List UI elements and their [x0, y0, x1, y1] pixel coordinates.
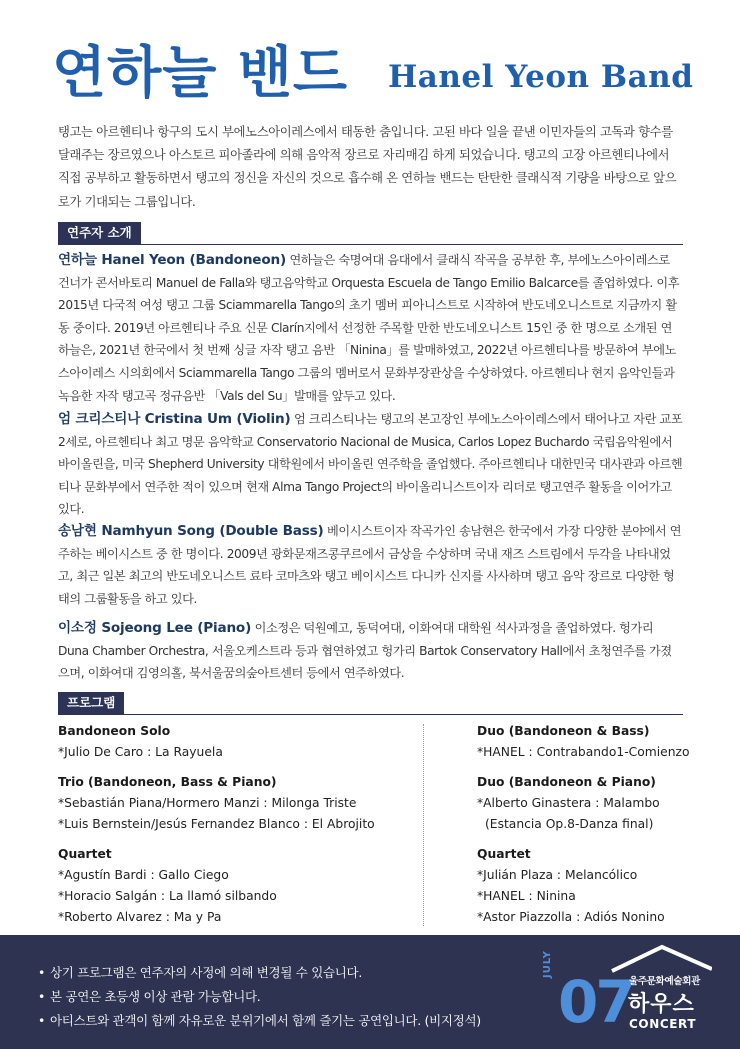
program-column-divider — [423, 724, 424, 926]
intro-paragraph: 탱고는 아르헨티나 항구의 도시 부에노스아이레스에서 태동한 춤입니다. 고된 바다 일을 끝낸 이민자들의 고독과 향수를 달래주는 장르였으나 아스토르 피아졸라에 의해 음악적 장르로 자리매김 하게 되었습니다. 탱고의 고장 아르헨티나에서 직접 공부하고 활동하면서 탱고의 정신을 자신의 것으로 흡수해 온 연하늘 밴드는 탄탄한 클래식적 기량을 바탕으로 앞으로가 기대되는 그룹입니다. — [58, 125, 677, 209]
performer-bio: 이소정은 덕원예고, 동덕여대, 이화여대 대학원 석사과정을 졸업하였다. 헝가리 Duna Chamber Orchestra, 서울오케스트라 등과 협연하였고 헝가리 Bartok Conservatory Hall에서 초청연주를 가졌으며, 이화여대 김영의홀, 북서울꿈의숲아트센터 등에서 연주하였다. — [58, 621, 672, 681]
performer-name: 연하늘 Hanel Yeon (Bandoneon) — [58, 252, 286, 268]
program-piece: *HANEL : Contrabando1-Comienzo — [477, 745, 690, 759]
footer-note-text: 본 공연은 초등생 이상 관람 가능합니다. — [50, 989, 261, 1004]
program-piece: *Astor Piazzolla : Adiós Nonino — [477, 910, 665, 924]
logo-concert: CONCERT — [629, 1017, 697, 1031]
program-piece: *Julián Plaza : Melancólico — [477, 868, 638, 882]
performer-namhyun-song — [58, 520, 683, 610]
program-piece: *Sebastián Piana/Hormero Manzi : Milonga Triste — [58, 796, 357, 810]
performer-hanel-yeon — [58, 249, 683, 407]
footer-note-text: 아티스트와 관객이 함께 자유로운 분위기에서 함께 즐기는 공연입니다. (비지정석) — [50, 1013, 481, 1028]
performer-name: 엄 크리스티나 Cristina Um (Violin) — [58, 411, 291, 427]
logo-house: 하우스 — [628, 992, 695, 1017]
house-concert-logo — [542, 943, 712, 1043]
bullet-icon: • — [38, 965, 46, 980]
program-group-title: Quartet — [58, 847, 112, 861]
program-group — [477, 844, 689, 928]
footer-notes — [38, 961, 481, 1033]
performer-bio: 연하늘은 숙명여대 음대에서 클래식 작곡을 공부한 후, 부에노스아이레스로 건너가 콘서바토리 Manuel de Falla와 탱고음악학교 Orquesta Escuela de Tango Emilio Balcarce를 졸업하였다. 이후 2015년 다국적 여성 탱고 그룹 Sciammarella Tango의 초기 멤버 피아니스트로 시작하여 반도네오니스트로 지금까지 활동 중이다. 2019년 아르헨티나 주요 신문 Clarín지에서 선정한 주목할 만한 반도네오니스트 15인 중 한 명으로 소개된 연하늘은, 2021년 한국에서 첫 번째 싱글 자작 탱고 음반 「Ninina」를 발매하였고, 2022년 아르헨티나를 방문하여 부에노스아이레스 시의회에서 Sciammarella Tango 그룹의 멤버로서 문화부장관상을 수상하였다. 아르헨티나 현지 음악인들과 녹음한 자작 탱고곡 정규음반 「Vals del Su」발매를 앞두고 있다. — [58, 253, 680, 403]
performers-section-label: 연주자 소개 — [58, 222, 141, 244]
program-piece: *Agustín Bardi : Gallo Ciego — [58, 868, 229, 882]
logo-number: 07 — [558, 968, 633, 1036]
program-piece: *Julio De Caro : La Rayuela — [58, 745, 223, 759]
program-piece: (Estancia Op.8-Danza final) — [485, 817, 654, 831]
bullet-icon: • — [38, 989, 46, 1004]
logo-month: JULY — [542, 950, 553, 978]
footer-note-text: 상기 프로그램은 연주자의 사정에 의해 변경될 수 있습니다. — [50, 965, 362, 980]
logo-org: 울주문화예술회관 — [629, 976, 701, 987]
title-row — [52, 36, 702, 112]
program-piece: *Roberto Alvarez : Ma y Pa — [58, 910, 222, 924]
program-group-title: Bandoneon Solo — [58, 724, 171, 738]
performer-bio: 엄 크리스티나는 탱고의 본고장인 부에노스아이레스에서 태어나고 자란 교포 2세로, 아르헨티나 최고 명문 음악학교 Conservatorio Nacional de Musica, Carlos Lopez Buchardo 국립음악원에서 바이올린을, 미국 Shepherd University 대학원에서 바이올린 연주학을 졸업했다. 주아르헨티나 대한민국 대사관과 아르헨티나 문화부에서 연주한 적이 있으며 현재 Alma Tango Project의 바이올리니스트이자 리더로 탱고연주 활동을 이어가고 있다. — [58, 412, 683, 517]
footer — [0, 935, 740, 1049]
program-group — [58, 844, 375, 928]
program-section-header — [58, 692, 683, 715]
program-piece: *Luis Bernstein/Jesús Fernandez Blanco : El Abrojito — [58, 817, 375, 831]
footer-note — [38, 985, 481, 1009]
bullet-icon: • — [38, 1013, 46, 1028]
program-group-title: Duo (Bandoneon & Bass) — [477, 724, 650, 738]
program-section-label: 프로그램 — [58, 692, 124, 714]
program-group-title: Trio (Bandoneon, Bass & Piano) — [58, 775, 277, 789]
title-korean: 연하늘 밴드 — [52, 41, 348, 106]
program-group — [58, 772, 375, 835]
program-right-column — [477, 721, 689, 937]
program-group-title: Duo (Bandoneon & Piano) — [477, 775, 656, 789]
program-group — [58, 721, 375, 763]
performer-name: 송남현 Namhyun Song (Double Bass) — [58, 523, 324, 539]
title-english: Hanel Yeon Band — [388, 59, 694, 95]
performer-cristina-um — [58, 408, 683, 521]
program-piece: *Alberto Ginastera : Malambo — [477, 796, 660, 810]
program-group — [477, 772, 689, 835]
program-piece: *HANEL : Ninina — [477, 889, 576, 903]
performer-bio: 베이시스트이자 작곡가인 송남현은 한국에서 가장 다양한 분야에서 연주하는 베이시스트 중 한 명이다. 2009년 광화문재즈콩쿠르에서 금상을 수상하며 국내 재즈 스트림에서 두각을 나타내었고, 최근 일본 최고의 반도네오니스트 료타 코마츠와 탱고 베이시스트 다니카 신지를 사사하며 탱고 음악 장르로 다양한 형태의 그룹활동을 하고 있다. — [58, 524, 682, 606]
program-left-column — [58, 721, 375, 937]
performers-section-header — [58, 222, 683, 245]
program-piece: *Horacio Salgán : La llamó silbando — [58, 889, 277, 903]
program-group-title: Quartet — [477, 847, 531, 861]
footer-note — [38, 961, 481, 985]
performer-name: 이소정 Sojeong Lee (Piano) — [58, 620, 252, 636]
footer-note — [38, 1009, 481, 1033]
performer-sojeong-lee — [58, 617, 683, 685]
program-group — [477, 721, 689, 763]
